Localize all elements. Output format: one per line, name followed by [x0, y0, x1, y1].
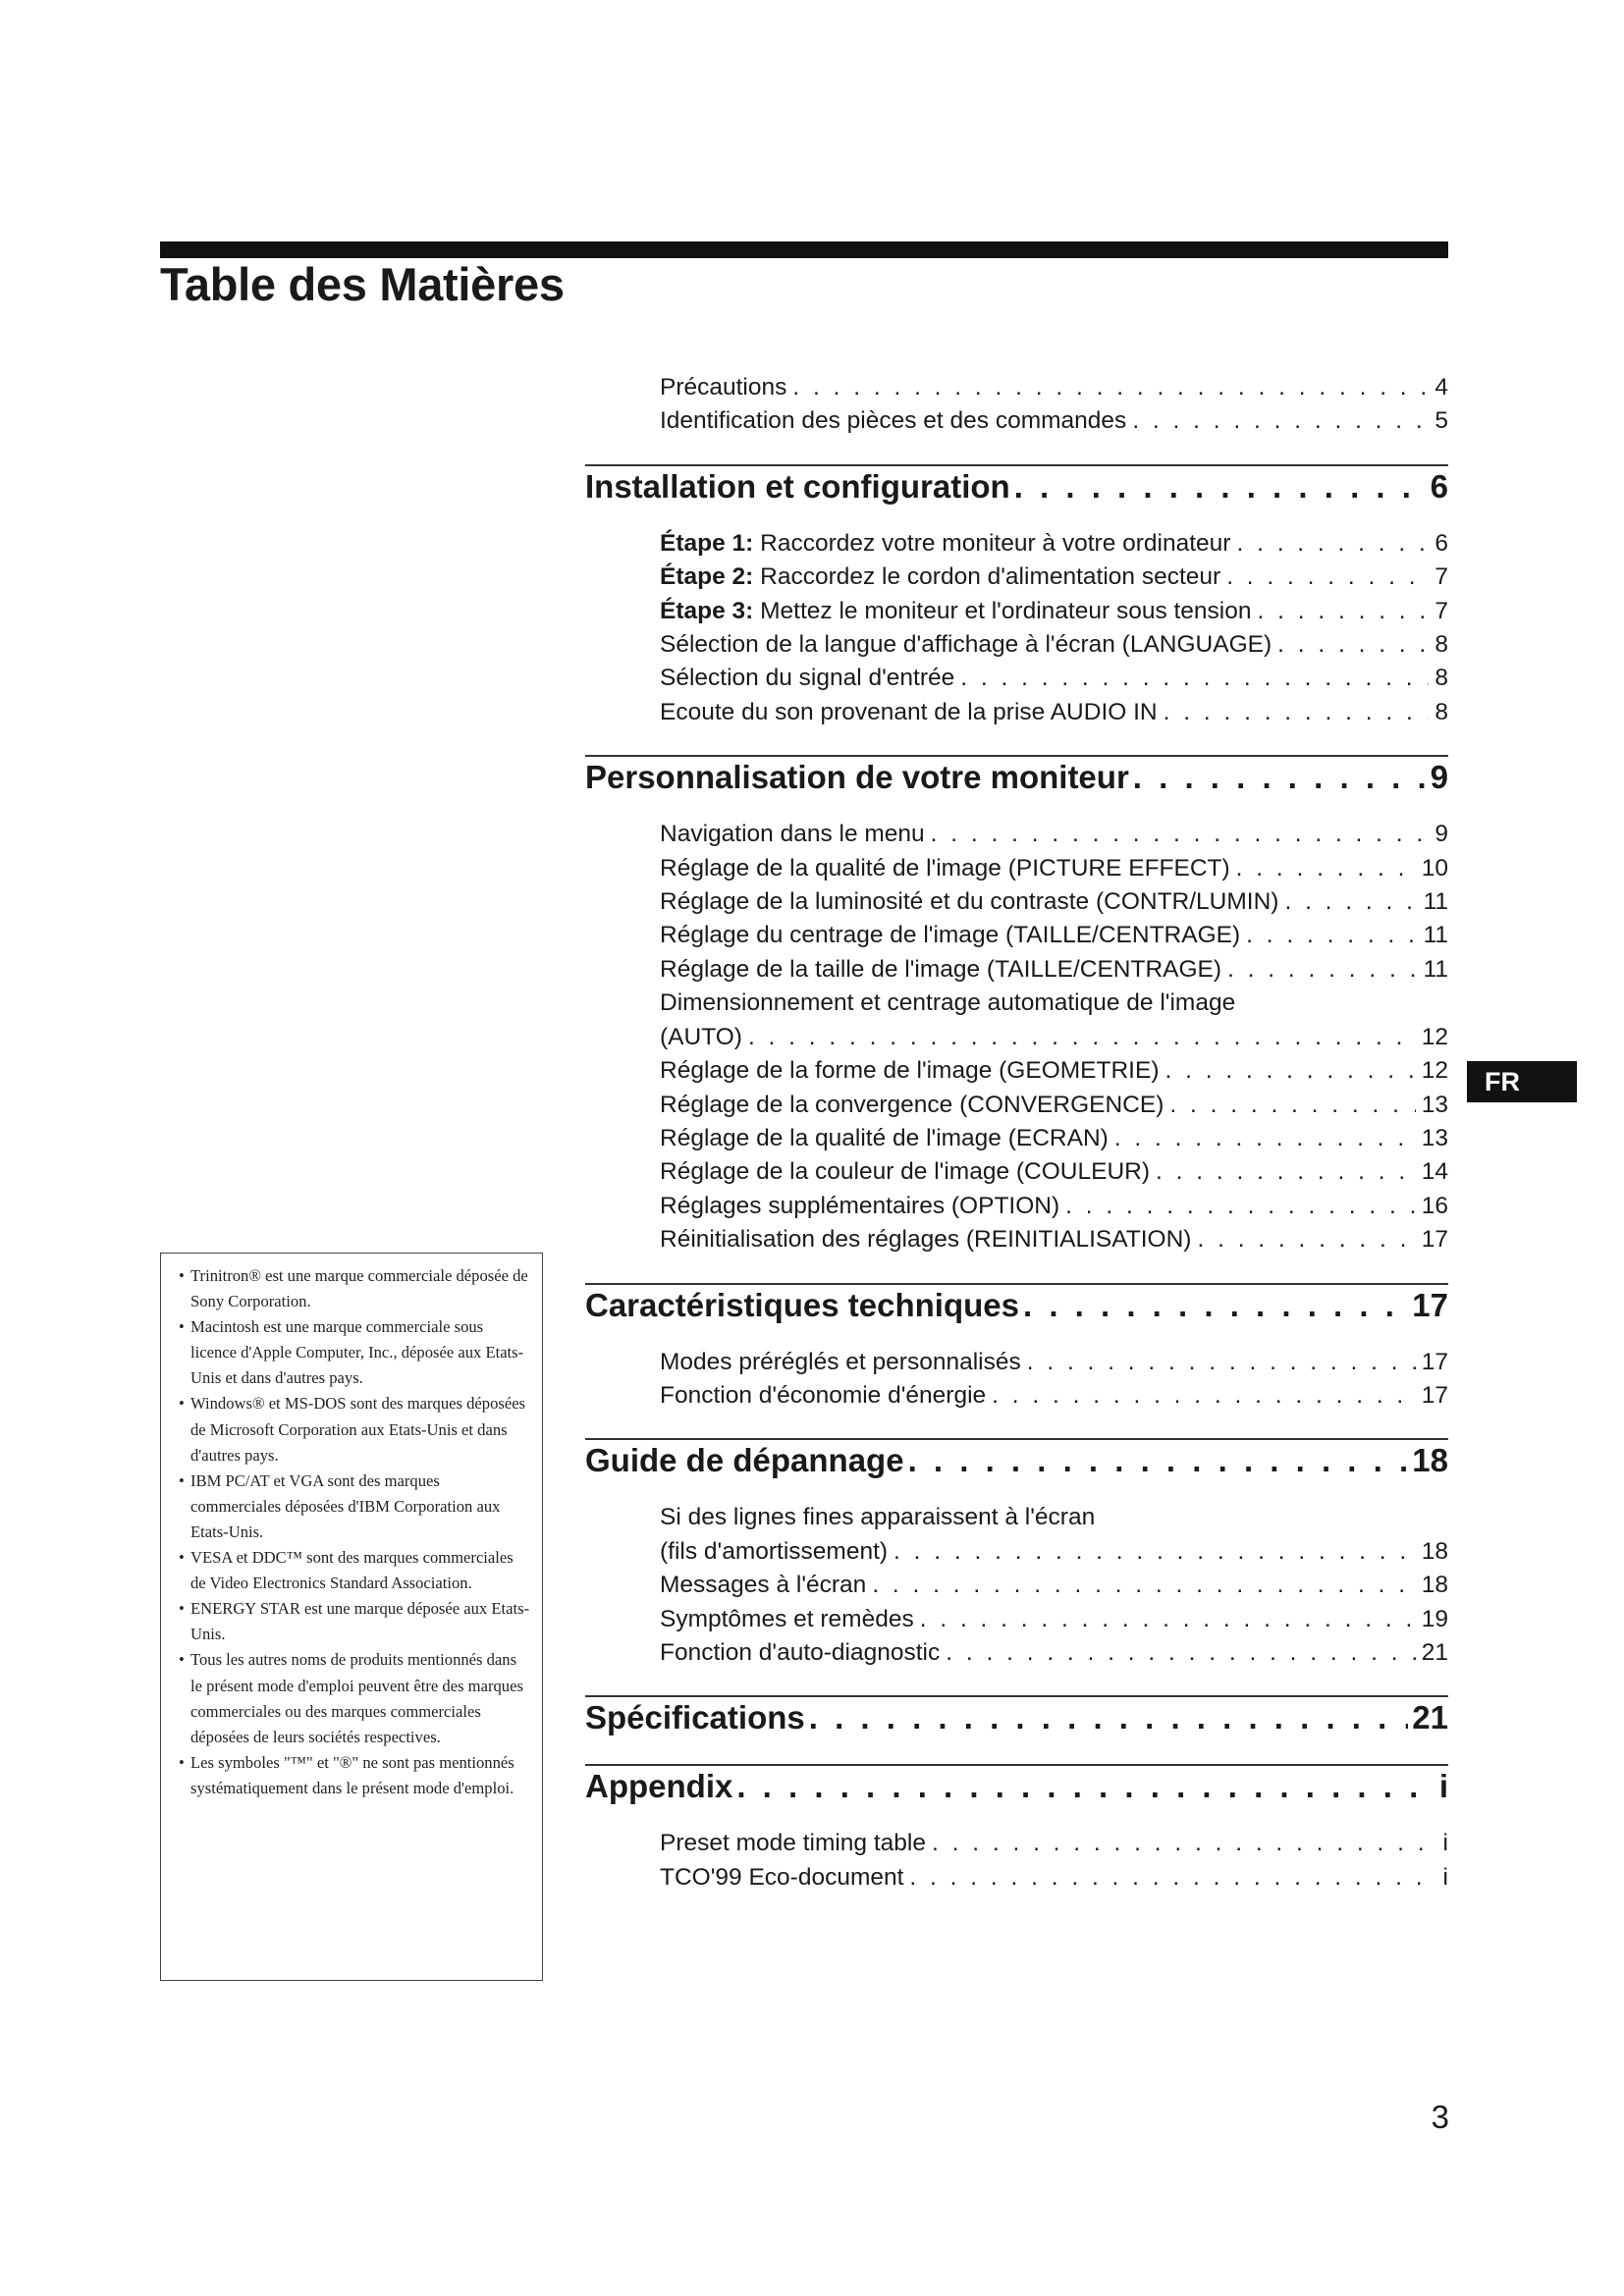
toc-entry-text: Si des lignes fines apparaissent à l'écran: [660, 1504, 1096, 1531]
toc-entry-text: Symptômes et remèdes: [660, 1605, 914, 1632]
section-title: Personnalisation de votre moniteur: [585, 759, 1129, 796]
toc-entry-text: Fonction d'auto-diagnostic: [660, 1638, 941, 1666]
toc-entry-text: TCO'99 Eco-document: [660, 1863, 904, 1891]
dot-leader: [908, 1440, 1409, 1481]
toc-entry-label: [660, 1155, 1150, 1189]
toc-entry-step: Étape 2:: [660, 563, 754, 591]
toc-entry-text: Dimensionnement et centrage automatique de l'image: [660, 989, 1236, 1017]
toc-entry-label: [660, 885, 1278, 919]
toc-entry-label: [660, 1379, 986, 1413]
toc-entry-label: [660, 1636, 940, 1670]
page-title: Table des Matières: [160, 258, 565, 310]
toc-entry: [660, 1054, 1448, 1088]
toc-section: [585, 464, 1448, 729]
toc-entry-text: Réglage de la luminosité et du contraste (CONTR/LUMIN): [660, 888, 1279, 916]
toc-section: [585, 1695, 1448, 1738]
toc-entry-label: [660, 628, 1272, 662]
toc-entry: [660, 595, 1448, 628]
dot-leader: [1132, 404, 1429, 438]
toc-entry: [660, 662, 1448, 695]
toc-entry: [660, 404, 1448, 438]
dot-leader: [1014, 466, 1427, 507]
toc-entry: [660, 1089, 1448, 1122]
toc-entry-text: Précautions: [660, 374, 787, 400]
toc-entry: [660, 1861, 1448, 1895]
toc-entry-page: 13: [1421, 1124, 1448, 1151]
toc-entry-page: 11: [1423, 922, 1448, 949]
toc-entry-label: [660, 1021, 742, 1054]
dot-leader: [1065, 1190, 1416, 1223]
dot-leader: [1284, 885, 1417, 919]
dot-leader: [932, 1827, 1437, 1860]
toc-entry-label: [660, 1223, 1191, 1256]
toc-entry-label: [660, 1535, 888, 1569]
toc-entry-label: [660, 1122, 1109, 1155]
dot-leader: [1023, 1285, 1408, 1326]
toc-entry-text: Modes préréglés et personnalisés: [660, 1348, 1021, 1375]
section-page: i: [1438, 1768, 1448, 1805]
dot-leader: [1236, 527, 1429, 561]
section-entries: [585, 527, 1448, 729]
toc-entry: [660, 371, 1448, 404]
toc-entry-page: 12: [1421, 1057, 1448, 1085]
toc-entry-text: Fonction d'économie d'énergie: [660, 1381, 987, 1409]
toc-entry-page: i: [1442, 1830, 1448, 1857]
toc-entry-label: [660, 1603, 914, 1636]
dot-leader: [1133, 757, 1427, 798]
toc-entry-text: Messages à l'écran: [660, 1572, 867, 1599]
dot-leader: [1197, 1223, 1415, 1256]
toc-entry-page: i: [1442, 1863, 1448, 1891]
section-entries: [585, 1827, 1448, 1895]
toc-entry-label: [660, 1861, 903, 1895]
intro-entries: [585, 371, 1448, 439]
trademark-item: • VESA et DDC™ sont des marques commerciales de Video Electronics Standard Association.: [175, 1545, 530, 1596]
section-page: 9: [1430, 759, 1448, 796]
toc-entry: [660, 1346, 1448, 1379]
toc-entry-page: 18: [1421, 1572, 1448, 1599]
toc-entry-label: [660, 953, 1221, 987]
section-title: Appendix: [585, 1768, 733, 1805]
toc-entry-text: Réglage de la taille de l'image (TAILLE/CENTRAGE): [660, 955, 1222, 983]
dot-leader: [1246, 919, 1417, 952]
toc-entry-page: 12: [1421, 1023, 1448, 1050]
toc-entry-page: 21: [1421, 1638, 1448, 1666]
section-entries: [585, 1501, 1448, 1670]
toc-entry-label: [660, 696, 1158, 729]
trademark-notes: [160, 1253, 543, 1981]
dot-leader: [872, 1569, 1415, 1602]
section-title: Spécifications: [585, 1699, 805, 1736]
toc-entry-page: 9: [1435, 821, 1448, 848]
toc-entry: [660, 1155, 1448, 1189]
toc-entry-text: Raccordez votre moniteur à votre ordinateur: [753, 529, 1231, 557]
dot-leader: [909, 1861, 1436, 1895]
section-page: 21: [1412, 1699, 1448, 1736]
toc-entry-text: Ecoute du son provenant de la prise AUDIO IN: [660, 698, 1158, 725]
toc-entry: [660, 628, 1448, 662]
toc-entry-label: [660, 852, 1230, 885]
toc-entry-label: [660, 404, 1126, 438]
toc-entry: [660, 1122, 1448, 1155]
toc-entry: [660, 1636, 1448, 1670]
toc-section: [585, 1438, 1448, 1670]
trademark-list: [175, 1263, 530, 1801]
toc-entry-text: Réglage de la qualité de l'image (PICTURE EFFECT): [660, 854, 1230, 881]
toc-entry: [660, 885, 1448, 919]
toc-entry-page: 17: [1421, 1348, 1448, 1375]
toc-entry-page: 11: [1423, 888, 1448, 916]
toc-entry-text: Navigation dans le menu: [660, 821, 925, 848]
toc-entry: [660, 1827, 1448, 1860]
toc-entry: [660, 1501, 1448, 1534]
toc-entry: [660, 818, 1448, 851]
dot-leader: [1236, 852, 1416, 885]
toc-entry-text: Sélection du signal d'entrée: [660, 665, 955, 692]
toc-entry-page: 11: [1423, 955, 1448, 983]
toc-entry: [660, 527, 1448, 561]
toc-entry-text: Réglage de la convergence (CONVERGENCE): [660, 1091, 1164, 1118]
trademark-item: • ENERGY STAR est une marque déposée aux Etats-Unis.: [175, 1596, 530, 1647]
dot-leader: [1027, 1346, 1416, 1379]
toc-entry-page: 13: [1421, 1091, 1448, 1118]
toc-entry-label: [660, 989, 1235, 1016]
section-page: 18: [1412, 1442, 1448, 1479]
section-heading: [585, 1285, 1448, 1326]
dot-leader: [920, 1603, 1416, 1636]
title-rule: [160, 241, 1448, 258]
language-tab: FR: [1467, 1061, 1577, 1102]
toc-entry: [660, 1379, 1448, 1413]
dot-leader: [1164, 696, 1430, 729]
toc-entry-label: [660, 662, 954, 695]
toc-entry-label: [660, 1346, 1021, 1379]
toc-entry: [660, 1021, 1448, 1054]
toc-entry-page: 18: [1421, 1537, 1448, 1565]
table-of-contents: [585, 371, 1448, 1895]
dot-leader: [1164, 1054, 1415, 1088]
section-entries: [585, 1346, 1448, 1414]
toc-entry-page: 8: [1435, 665, 1448, 692]
toc-entry-label: [660, 595, 1252, 628]
toc-entry-text: Mettez le moniteur et l'ordinateur sous tension: [753, 597, 1252, 624]
section-heading: [585, 1440, 1448, 1481]
section-page: 6: [1430, 467, 1448, 505]
toc-entry-page: 16: [1421, 1192, 1448, 1219]
toc-entry-text: (AUTO): [660, 1023, 742, 1050]
trademark-item: • Macintosh est une marque commerciale sous licence d'Apple Computer, Inc., déposée aux Etats-Unis et dans d'autres pays.: [175, 1314, 530, 1391]
toc-entry-label: [660, 1089, 1164, 1122]
toc-entry: [660, 919, 1448, 952]
dot-leader: [809, 1697, 1409, 1738]
toc-entry-step: Étape 1:: [660, 529, 754, 557]
toc-entry-label: [660, 527, 1230, 561]
trademark-item: • Windows® et MS-DOS sont des marques déposées de Microsoft Corporation aux Etats-Unis et dans d'autres pays.: [175, 1391, 530, 1468]
toc-entry: [660, 1569, 1448, 1602]
toc-entry-label: [660, 1504, 1095, 1530]
trademark-item: • IBM PC/AT et VGA sont des marques commerciales déposées d'IBM Corporation aux Etats-Unis.: [175, 1468, 530, 1545]
toc-entry-text: Réglage de la couleur de l'image (COULEUR): [660, 1158, 1150, 1186]
toc-section: [585, 1764, 1448, 1895]
dot-leader: [1277, 628, 1429, 662]
toc-entry-label: [660, 919, 1240, 952]
toc-entry-text: Réglage du centrage de l'image (TAILLE/CENTRAGE): [660, 922, 1241, 949]
dot-leader: [1169, 1089, 1415, 1122]
toc-entry-text: Réinitialisation des réglages (REINITIALISATION): [660, 1226, 1192, 1254]
dot-leader: [748, 1021, 1416, 1054]
toc-entry: [660, 987, 1448, 1020]
dot-leader: [931, 818, 1430, 851]
dot-leader: [992, 1379, 1416, 1413]
section-title: Caractéristiques techniques: [585, 1286, 1019, 1323]
toc-entry-label: [660, 371, 786, 404]
toc-entry-page: 10: [1421, 854, 1448, 881]
toc-entry-label: [660, 1827, 926, 1860]
toc-entry: [660, 953, 1448, 987]
toc-entry-page: 5: [1435, 407, 1448, 435]
section-entries: [585, 818, 1448, 1256]
dot-leader: [893, 1535, 1416, 1569]
trademark-item: • Trinitron® est une marque commerciale déposée de Sony Corporation.: [175, 1263, 530, 1314]
toc-entry-page: 19: [1421, 1605, 1448, 1632]
toc-entry: [660, 1535, 1448, 1569]
trademark-item: • Tous les autres noms de produits mentionnés dans le présent mode d'emploi peuvent être des marques commerciales ou des marques commerciales déposées de leurs sociétés respectives.: [175, 1647, 530, 1749]
section-title: Installation et configuration: [585, 467, 1010, 505]
section-heading: [585, 1697, 1448, 1738]
dot-leader: [946, 1636, 1415, 1670]
toc-entry: [660, 1223, 1448, 1256]
toc-entry-page: 17: [1421, 1226, 1448, 1254]
toc-entry-label: [660, 1054, 1159, 1088]
toc-entry-page: 14: [1421, 1158, 1448, 1186]
toc-entry-page: 4: [1435, 374, 1448, 400]
toc-entry: [660, 561, 1448, 594]
toc-entry-text: (fils d'amortissement): [660, 1537, 889, 1565]
toc-entry-page: 7: [1435, 597, 1448, 624]
toc-entry-page: 17: [1421, 1381, 1448, 1409]
toc-entry-text: Réglage de la forme de l'image (GEOMETRIE): [660, 1057, 1160, 1085]
section-title: Guide de dépannage: [585, 1442, 904, 1479]
section-page: 17: [1412, 1286, 1448, 1323]
dot-leader: [792, 371, 1429, 404]
section-heading: [585, 757, 1448, 798]
toc-entry: [660, 1603, 1448, 1636]
toc-entry: [660, 1190, 1448, 1223]
dot-leader: [1226, 561, 1429, 594]
toc-entry-step: Étape 3:: [660, 597, 754, 624]
toc-entry-text: Réglages supplémentaires (OPTION): [660, 1192, 1060, 1219]
toc-section: [585, 1283, 1448, 1414]
dot-leader: [1258, 595, 1430, 628]
toc-entry-text: Réglage de la qualité de l'image (ECRAN): [660, 1124, 1109, 1151]
toc-entry-text: Raccordez le cordon d'alimentation secteur: [753, 563, 1221, 591]
toc-entry-label: [660, 1569, 866, 1602]
toc-entry-page: 7: [1435, 563, 1448, 591]
toc-entry-text: Identification des pièces et des commandes: [660, 407, 1127, 435]
trademark-item: • Les symboles "™" et "®" ne sont pas mentionnés systématiquement dans le présent mode d'emploi.: [175, 1750, 530, 1801]
toc-entry-label: [660, 818, 925, 851]
dot-leader: [736, 1766, 1435, 1807]
section-heading: [585, 1766, 1448, 1807]
toc-entry-text: Sélection de la langue d'affichage à l'écran (LANGUAGE): [660, 631, 1272, 659]
dot-leader: [1114, 1122, 1416, 1155]
toc-entry: [660, 852, 1448, 885]
toc-entry-page: 8: [1435, 631, 1448, 659]
toc-entry-page: 8: [1435, 698, 1448, 725]
toc-entry-label: [660, 561, 1220, 594]
dot-leader: [960, 662, 1429, 695]
dot-leader: [1156, 1155, 1416, 1189]
toc-entry-label: [660, 1190, 1059, 1223]
dot-leader: [1227, 953, 1418, 987]
page-number: 3: [1431, 2099, 1449, 2135]
section-heading: [585, 466, 1448, 507]
toc-entry: [660, 696, 1448, 729]
toc-entry-page: 6: [1435, 529, 1448, 557]
toc-entry-text: Preset mode timing table: [660, 1830, 926, 1857]
toc-section: [585, 755, 1448, 1256]
